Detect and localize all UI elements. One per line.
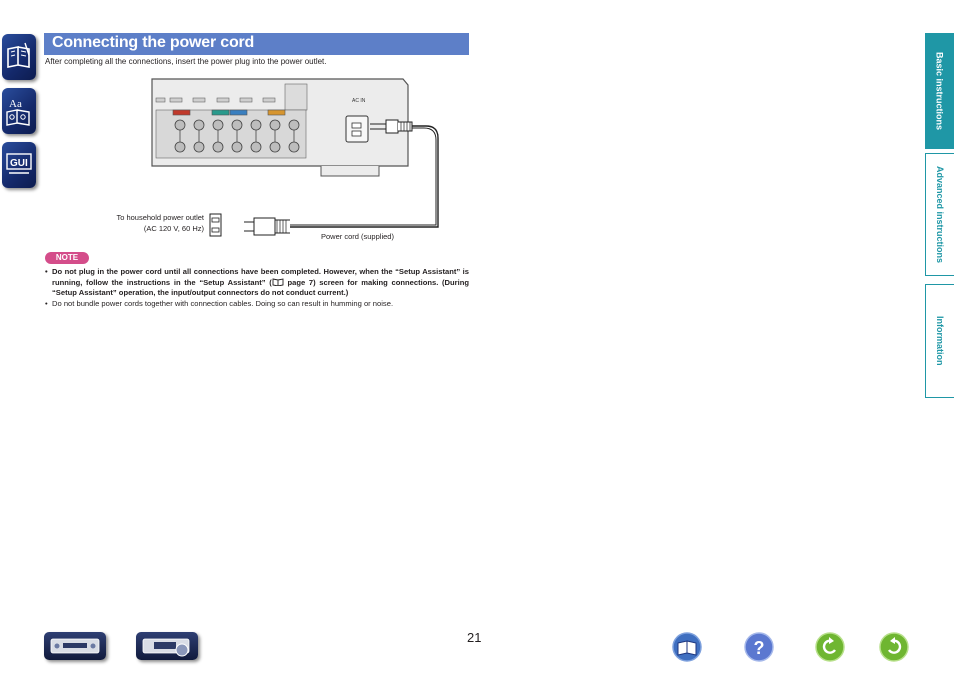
tab-information[interactable]: Information: [925, 284, 954, 398]
gui-icon[interactable]: [2, 142, 36, 188]
page-ref-book-icon: [272, 278, 284, 286]
index-book-icon[interactable]: [672, 632, 702, 662]
remote-display-icon[interactable]: [136, 632, 198, 660]
back-icon[interactable]: [815, 632, 845, 662]
tab-advanced-instructions[interactable]: Advanced instructions: [925, 153, 954, 276]
note-list: [45, 267, 469, 309]
forward-icon[interactable]: [879, 632, 909, 662]
help-icon[interactable]: [744, 632, 774, 662]
glossary-aa-icon[interactable]: [2, 88, 36, 134]
svg-text:GUI: GUI: [10, 158, 28, 169]
ac-in-label: AC IN: [352, 98, 366, 104]
page-number: 21: [467, 630, 482, 645]
front-panel-icon[interactable]: [44, 632, 106, 660]
note-badge: NOTE: [45, 252, 89, 264]
power-cord-diagram: [90, 70, 460, 250]
svg-text:Aa: Aa: [9, 98, 22, 110]
page-title: Connecting the power cord: [52, 34, 255, 51]
intro-text: After completing all the connections, insert the power plug into the power outlet.: [45, 57, 327, 66]
outlet-label: To household power outlet (AC 120 V, 60 Hz): [116, 213, 204, 233]
page-title-bar: [44, 33, 469, 55]
svg-text:?: ?: [753, 638, 765, 658]
power-cord-label: Power cord (supplied): [321, 232, 394, 241]
tab-basic-instructions[interactable]: Basic instructions: [925, 33, 954, 149]
note-item: • Do not bundle power cords together with connection cables. Doing so can result in humming or noise.: [45, 299, 469, 310]
contents-book-icon[interactable]: [2, 34, 36, 80]
note-item: • Do not plug in the power cord until all connections have been completed. However, when the “Setup Assistant” is running, follow the instructions in the “Setup Assistant” ( page 7) screen for making connections. (During “Setup Assistant” operation, the input/output connectors do not conduct current.): [45, 267, 469, 299]
